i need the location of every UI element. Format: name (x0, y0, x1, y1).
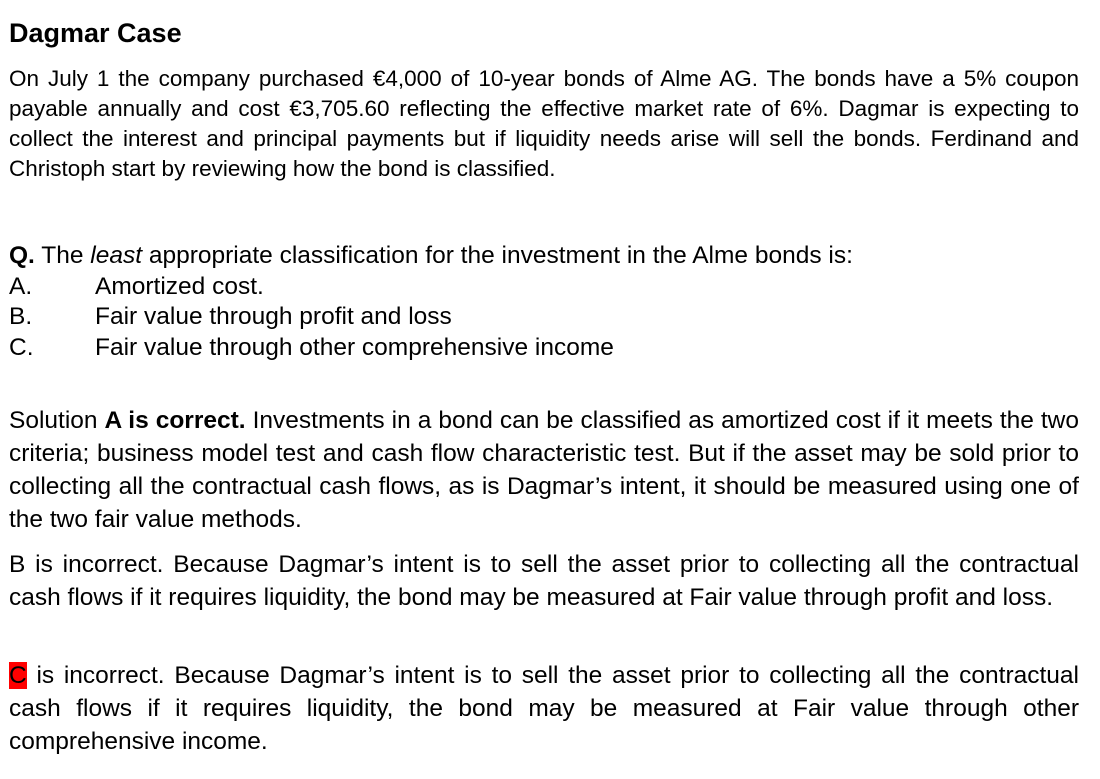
option-b (9, 302, 1079, 333)
solution-b-paragraph: B is incorrect. Because Dagmar’s intent is to sell the asset prior to collecting all the contractual cash flows if it requires liquidity, the bond may be measured at Fair value through profit and loss. (9, 551, 1079, 611)
question-emphasis: least (90, 242, 143, 269)
solution-a-verdict: A is correct. (104, 407, 246, 434)
question-block (9, 241, 1079, 363)
question-label: Q. (9, 242, 35, 269)
case-title: Dagmar Case (9, 18, 182, 48)
option-b-letter: B. (9, 303, 33, 330)
question-text-before: The (34, 242, 91, 269)
option-c (9, 333, 1079, 364)
option-a-text: Amortized cost. (95, 272, 264, 300)
option-c-text: Fair value through other comprehensive income (95, 333, 614, 361)
question-stem (9, 241, 1079, 272)
solution-c-text: is incorrect. Because Dagmar’s intent is to sell the asset prior to collecting all the contractual cash flows if it requires liquidity, the bond may be measured at Fair value through other comprehensive income. (9, 662, 1079, 755)
solution-a-paragraph (9, 404, 1079, 536)
option-a-letter: A. (9, 272, 33, 300)
solution-a-text: Investments in a bond can be classified as amortized cost if it meets the two criteria; business model test and cash flow characteristic test. But if the asset may be sold prior to collecting all the contractual cash flows, as is Dagmar’s intent, it should be measured using one of the two fair value methods. (9, 407, 1079, 533)
option-a (9, 272, 1079, 303)
case-description: On July 1 the company purchased €4,000 of 10-year bonds of Alme AG. The bonds have a 5% coupon payable annually and cost €3,705.60 reflecting the effective market rate of 6%. Dagmar is expecting to collect the interest and principal payments but if liquidity needs arise will sell the bonds. Ferdinand and Christoph start by reviewing how the bond is classified. (9, 66, 1079, 181)
option-c-letter: C. (9, 333, 34, 361)
solution-c-highlighted-letter: C (9, 662, 27, 689)
question-text-after: appropriate classification for the investment in the Alme bonds is: (142, 242, 853, 269)
option-b-text: Fair value through profit and loss (95, 303, 452, 330)
solution-prefix: Solution (9, 407, 105, 434)
solution-c-paragraph (9, 659, 1079, 758)
